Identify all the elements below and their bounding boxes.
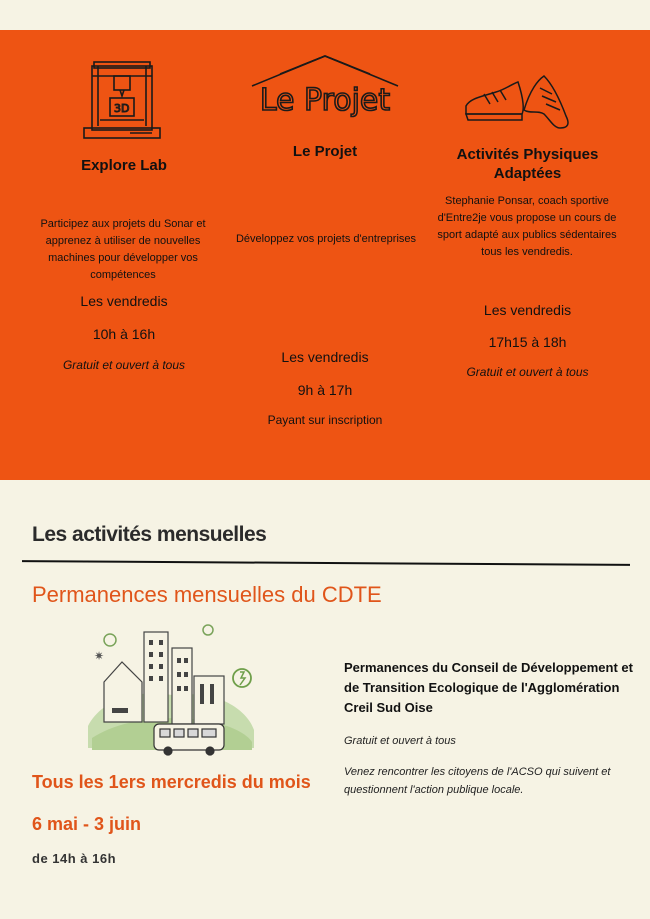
apa-title: Activités Physiques Adaptées (456, 146, 599, 182)
explore-lab-hours: 10h à 16h (92, 326, 156, 342)
le-projet-title: Le Projet (292, 143, 358, 160)
apa-hours: 17h15 à 18h (488, 334, 567, 350)
apa-price: Gratuit et ouvert à tous (466, 365, 589, 379)
apa-description: Stephanie Ponsar, coach sportive d'Entre2je vous propose un cours de sport adapté aux publics sédentaires tous les vendredis. (437, 195, 617, 258)
le-projet-hours: 9h à 17h (297, 382, 353, 398)
3d-printer-icon (80, 60, 164, 142)
monthly-hours: de 14h à 16h (32, 851, 117, 866)
monthly-description: Venez rencontrer les citoyens de l'ACSO qui suivent et questionnent l'action publique locale. (344, 766, 611, 796)
explore-lab-description: Participez aux projets du Sonar et apprenez à utiliser de nouvelles machines pour développer vos compétences (40, 218, 206, 281)
explore-lab-title: Explore Lab (81, 157, 167, 174)
monthly-section-title: Les activités mensuelles (32, 523, 267, 546)
monthly-dates: 6 mai - 3 juin (32, 814, 142, 834)
le-projet-logo (240, 52, 410, 122)
le-projet-day: Les vendredis (281, 349, 369, 365)
le-projet-logo-text: Le Projet (259, 83, 391, 118)
svg-text:✷: ✷ (94, 649, 105, 663)
monthly-event-title: Permanences mensuelles du CDTE (32, 582, 382, 607)
explore-lab-price: Gratuit et ouvert à tous (62, 358, 186, 372)
monthly-price: Gratuit et ouvert à tous (344, 735, 456, 747)
monthly-organizer: Permanences du Conseil de Développement et de Transition Ecologique de l'Agglomération Creil Sud Oise (344, 660, 633, 715)
svg-text:3D: 3D (114, 102, 130, 115)
section-divider (22, 560, 630, 566)
city-illustration (82, 618, 262, 758)
monthly-frequency: Tous les 1ers mercredis du mois (32, 772, 311, 792)
apa-day: Les vendredis (483, 302, 572, 318)
sneakers-icon (460, 70, 580, 132)
le-projet-description: Développez vos projets d'entreprises (235, 233, 417, 245)
le-projet-price: Payant sur inscription (267, 413, 383, 427)
explore-lab-day: Les vendredis (80, 293, 168, 309)
